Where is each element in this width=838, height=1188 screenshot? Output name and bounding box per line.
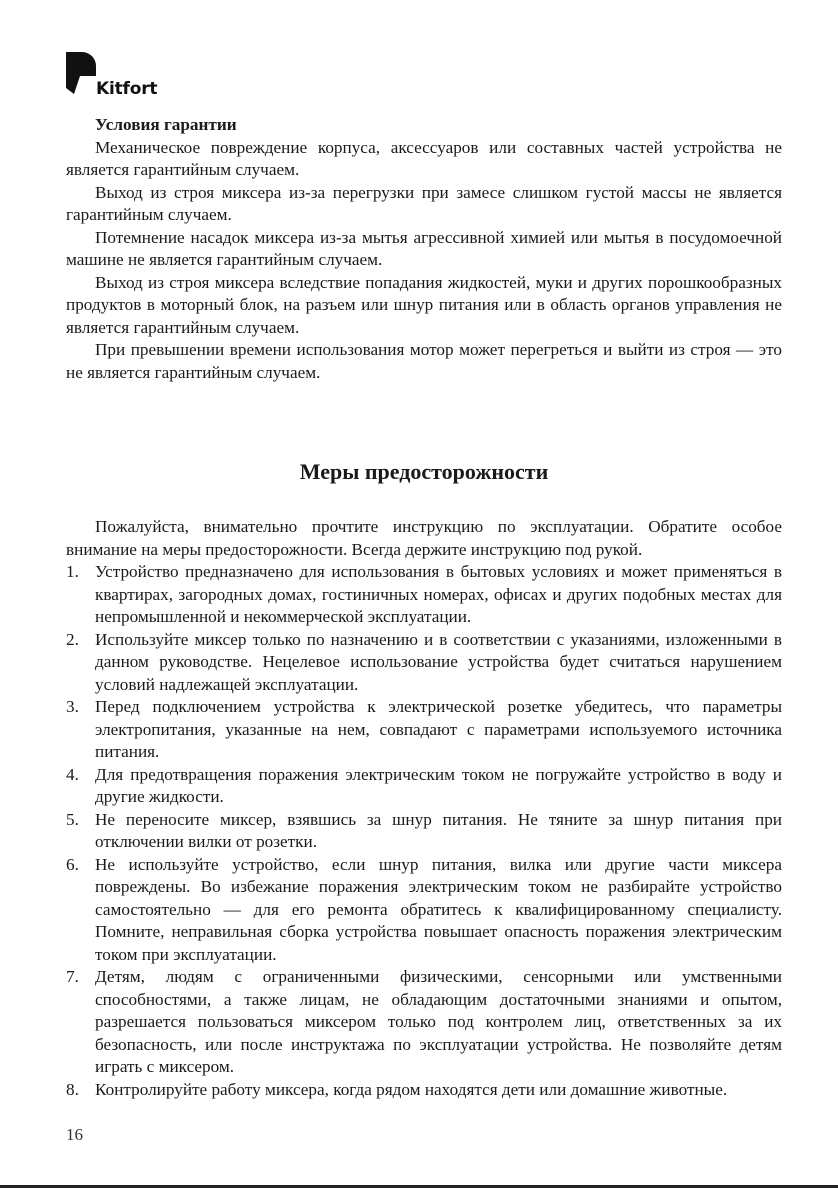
list-item-number: 3.	[66, 697, 79, 716]
list-item-number: 6.	[66, 854, 79, 874]
page-content	[66, 114, 782, 1101]
list-item	[66, 696, 782, 764]
list-item-number: 5.	[66, 809, 79, 829]
list-item	[66, 1079, 782, 1102]
section-title: Меры предосторожности	[299, 459, 549, 484]
logo-text: Kitfort	[96, 79, 158, 99]
list-item-text: Детям, людям с ограниченными физическими, сенсорными или умственными способностями, а также лицам, не обладающим достаточными знаниями и опытом, разрешается пользоваться миксером только под контролем лиц, ответственных за их безопасность, или после инструктажа по эксплуатации устройства. Не позволяйте детям играть с миксером.	[95, 967, 782, 1076]
warranty-paragraph: Механическое повреждение корпуса, аксессуаров или составных частей устройства не является гарантийным случаем.	[66, 137, 782, 179]
list-item-text: Используйте миксер только по назначению и в соответствии с указаниями, изложенными в данном руководстве. Нецелевое использование устройства будет считаться нарушением условий надлежащей эксплуатации.	[95, 629, 782, 694]
warranty-paragraph: Выход из строя миксера вследствие попадания жидкостей, муки и других порошкообразных продуктов в моторный блок, на разъем или шнур питания или в область органов управления не является гарантийным случаем.	[66, 272, 782, 337]
list-item	[66, 629, 782, 697]
kitfort-brand-mark-icon	[66, 52, 96, 94]
list-item	[66, 561, 782, 629]
list-item	[66, 809, 782, 854]
kitfort-logo	[66, 52, 186, 102]
list-item-number: 4.	[66, 764, 79, 784]
warranty-paragraph: Выход из строя миксера из-за перегрузки при замесе слишком густой массы не является гарантийным случаем.	[66, 182, 782, 224]
list-item-number: 2.	[66, 629, 79, 649]
precautions-list	[66, 561, 782, 1101]
list-item	[66, 764, 782, 809]
warranty-paragraph: Потемнение насадок миксера из-за мытья агрессивной химией или мытья в посудомоечной машине не является гарантийным случаем.	[66, 227, 782, 269]
list-item-text: Не используйте устройство, если шнур питания, вилка или другие части миксера повреждены. Во избежание поражения электрическим током не разбирайте устройство самостоятельно — для его ремонта обратитесь к квалифицированному специалисту. Помните, неправильная сборка устройства повышает опасность поражения электрическим током при эксплуатации.	[95, 854, 782, 964]
list-item-number: 8.	[66, 1079, 79, 1099]
page-number: 16	[66, 1125, 83, 1144]
list-item	[66, 966, 782, 1079]
list-item-text: Устройство предназначено для использования в бытовых условиях и может применяться в квартирах, загородных домах, гостиничных номерах, офисах и других подобных местах для непромышленной и некоммерческой эксплуатации.	[95, 562, 782, 626]
warranty-paragraph: При превышении времени использования мотор может перегреться и выйти из строя — это не является гарантийным случаем.	[66, 340, 782, 382]
list-item-text: Для предотвращения поражения электрическим током не погружайте устройство в воду и другие жидкости.	[95, 764, 782, 806]
list-item-text: Не переносите миксер, взявшись за шнур питания. Не тяните за шнур питания при отключении вилки от розетки.	[95, 809, 782, 851]
list-item-text: Перед подключением устройства к электрической розетке убедитесь, что параметры электропитания, указанные на нем, совпадают с параметрами используемого источника питания.	[95, 697, 782, 761]
warranty-heading: Условия гарантии	[95, 115, 237, 134]
precautions-intro: Пожалуйста, внимательно прочтите инструкцию по эксплуатации. Обратите особое внимание на меры предосторожности. Всегда держите инструкцию под рукой.	[66, 517, 782, 559]
list-item-number: 1.	[66, 562, 79, 581]
list-item	[66, 854, 782, 967]
list-item-text: Контролируйте работу миксера, когда рядом находятся дети или домашние животные.	[95, 1079, 728, 1099]
list-item-number: 7.	[66, 967, 79, 986]
